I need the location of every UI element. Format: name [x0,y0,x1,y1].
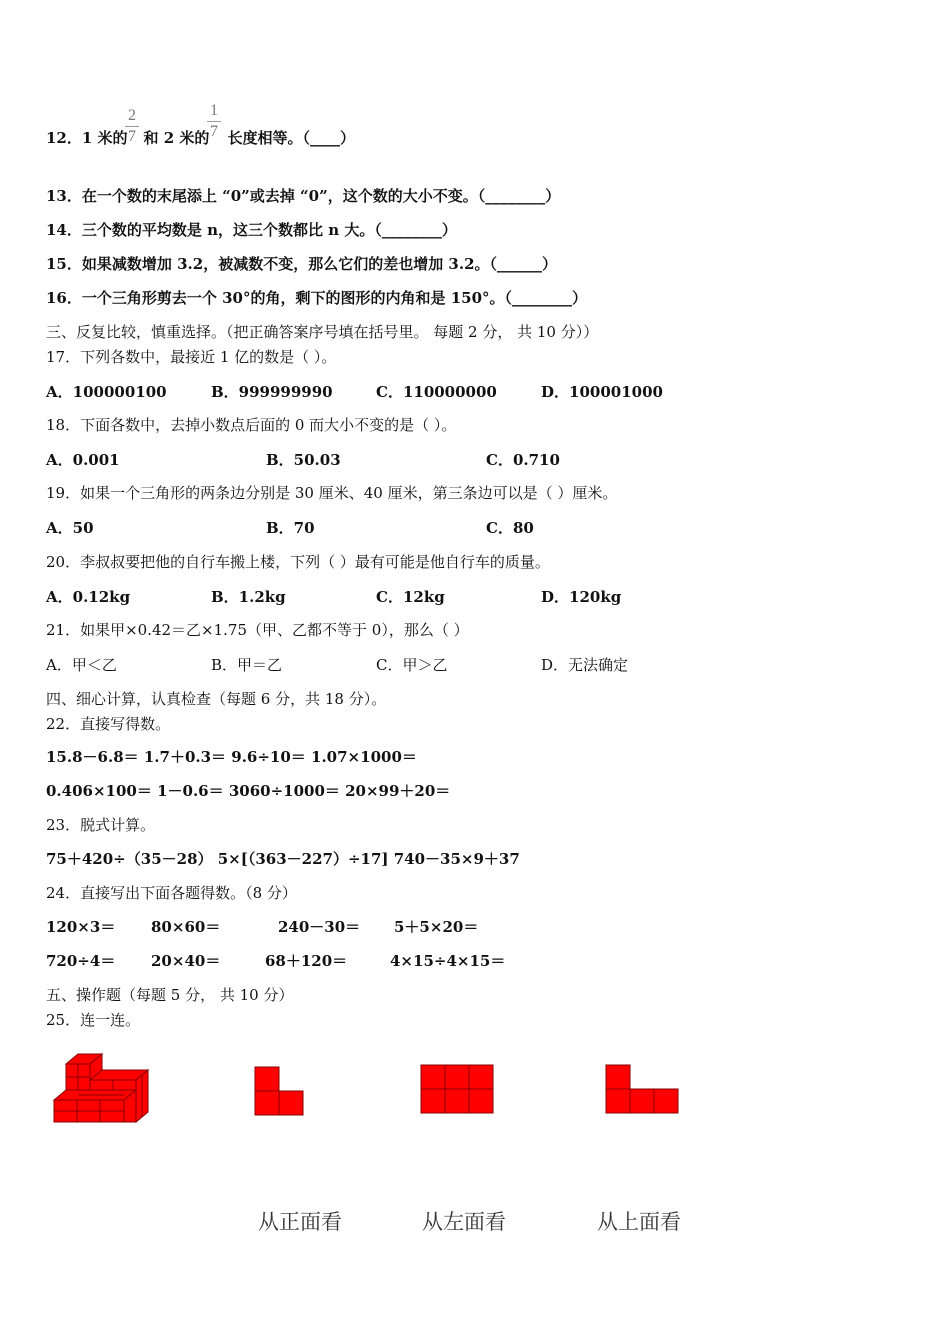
question-12 [46,128,355,148]
q20-option-c: C．12kg [376,588,445,606]
q12-part-a: 1 米的 [81,129,128,147]
square-cell [606,1065,630,1089]
q19-option-a: A．50 [46,519,94,537]
q24-item: 5＋5×20＝ [394,918,479,936]
q20-option-a: A．0.12kg [46,588,131,606]
question-25: 25．连一连。 [46,1011,141,1029]
q19-option-c: C．80 [486,519,534,537]
question-18: 18．下面各数中，去掉小数点后面的 0 而大小不变的是（ ）。 [46,416,457,434]
section-3-heading: 三、反复比较，慎重选择。（把正确答案序号填在括号里。 每题 2 分， 共 10 分）） [46,323,599,341]
question-19: 19．如果一个三角形的两条边分别是 30 厘米、40 厘米，第三条边可以是（ ）厘米。 [46,484,618,502]
q19-option-b: B．70 [266,519,315,537]
view-l-shape-long [605,1064,681,1116]
q20-option-b: B．1.2kg [211,588,286,606]
fraction-denominator: 7 [128,128,136,145]
caption-left-view: 从左面看 [422,1210,506,1234]
fraction-bar [207,121,221,122]
view-l-shape-small [254,1066,306,1118]
q12-blank: ____ [309,129,340,147]
fraction-bar [125,126,139,127]
square-cell [421,1089,445,1113]
fraction-numerator: 2 [128,107,136,124]
question-17: 17．下列各数中，最接近 1 亿的数是（ ）。 [46,348,337,366]
q22-row-2: 0.406×100＝ 1－0.6＝ 3060÷1000＝ 20×99＋20＝ [46,782,451,800]
q12-number: 12． [46,129,82,147]
question-22: 22．直接写得数。 [46,715,171,733]
square-cell [255,1091,279,1115]
question-24: 24．直接写出下面各题得数。（8 分） [46,884,297,902]
question-23: 23．脱式计算。 [46,816,156,834]
square-cell [255,1067,279,1091]
cube-stack-figure [52,1050,152,1125]
q24-item: 20×40＝ [151,952,221,970]
q18-option-a: A．0.001 [46,451,120,469]
q24-item: 68＋120＝ [265,952,348,970]
caption-top-view: 从上面看 [597,1210,681,1234]
square-cell [421,1065,445,1089]
q17-option-a: A．100000100 [46,383,167,401]
caption-front-view: 从正面看 [258,1210,342,1234]
q24-item: 120×3＝ [46,918,116,936]
question-15: 15．如果减数增加 3.2，被减数不变，那么它们的差也增加 3.2。（______） [46,255,558,273]
section-4-heading: 四、细心计算，认真检查（每题 6 分，共 18 分）。 [46,690,387,708]
square-cell [630,1089,654,1113]
fraction-denominator: 7 [210,123,218,140]
section-5-heading: 五、操作题（每题 5 分， 共 10 分） [46,986,294,1004]
fraction-one-seventh [207,102,221,141]
q24-item: 240－30＝ [278,918,361,936]
q21-option-d: D．无法确定 [541,656,629,674]
q24-item: 4×15÷4×15＝ [390,952,506,970]
q17-option-d: D．100001000 [541,383,663,401]
q22-row-1: 15.8－6.8＝ 1.7＋0.3＝ 9.6÷10＝ 1.07×1000＝ [46,748,417,766]
question-13: 13．在一个数的末尾添上 “0”或去掉 “0”，这个数的大小不变。（________） [46,187,561,205]
fraction-numerator: 1 [210,102,218,119]
question-21: 21．如果甲×0.42＝乙×1.75（甲、乙都不等于 0），那么（ ） [46,621,469,639]
q21-option-c: C．甲＞乙 [376,656,448,674]
question-20: 20．李叔叔要把他的自行车搬上楼，下列（ ）最有可能是他自行车的质量。 [46,553,550,571]
q21-option-b: B．甲＝乙 [211,656,283,674]
square-cell [279,1091,303,1115]
q12-part-b: 和 2 米的 [143,129,210,147]
square-cell [445,1065,469,1089]
q17-option-c: C．110000000 [376,383,497,401]
q18-option-b: B．50.03 [266,451,341,469]
q18-option-c: C．0.710 [486,451,560,469]
view-rectangle-grid [420,1064,494,1116]
square-cell [606,1089,630,1113]
q20-option-d: D．120kg [541,588,622,606]
fraction-two-sevenths [125,107,139,146]
question-14: 14．三个数的平均数是 n，这三个数都比 n 大。（________） [46,221,457,239]
square-cell [469,1089,493,1113]
square-cell [654,1089,678,1113]
q21-option-a: A．甲＜乙 [46,656,117,674]
square-cell [469,1065,493,1089]
q12-close: ） [339,129,355,147]
square-cell [445,1089,469,1113]
q23-row-1: 75＋420÷（35－28） 5×[（363－227）÷17] 740－35×9＋37 [46,850,520,868]
q24-item: 720÷4＝ [46,952,116,970]
question-16: 16．一个三角形剪去一个 30°的角，剩下的图形的内角和是 150°。（________） [46,289,588,307]
q12-part-c: 长度相等。（ [227,129,310,147]
q17-option-b: B．999999990 [211,383,333,401]
q24-item: 80×60＝ [151,918,221,936]
